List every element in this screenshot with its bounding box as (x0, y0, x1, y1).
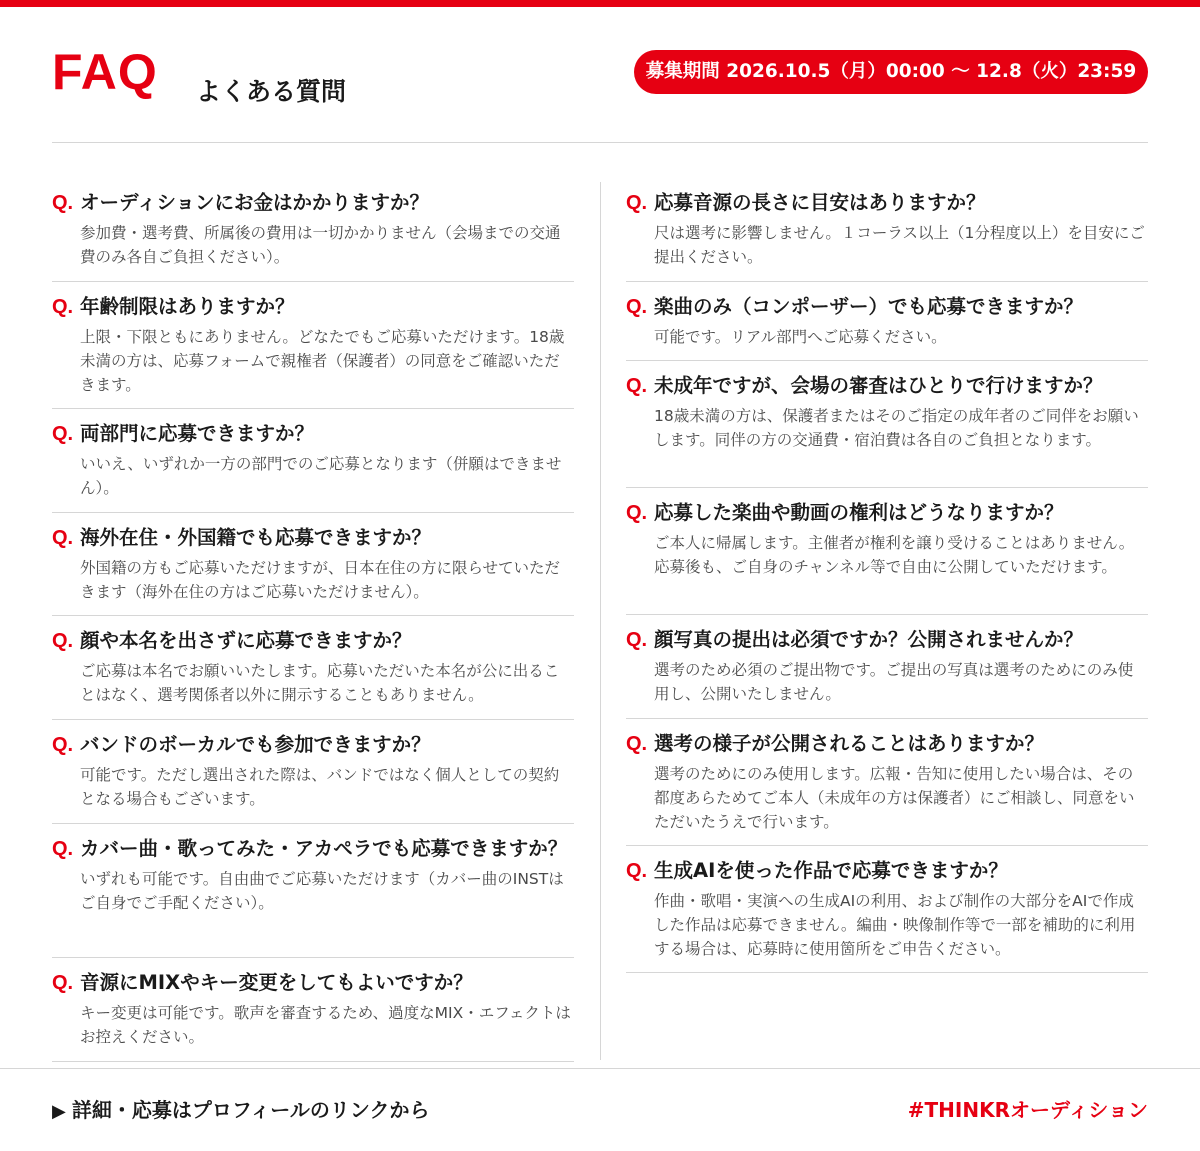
page-subtitle: よくある質問 (196, 77, 347, 106)
faq-item (52, 720, 574, 824)
question-text: 音源にMIXやキー変更をしてもよいですか？ (80, 971, 473, 994)
faq-item (52, 513, 574, 616)
faq-item (626, 615, 1148, 719)
play-triangle-icon: ▶ (52, 1101, 66, 1122)
question (626, 731, 1148, 757)
q-mark: Q. (626, 192, 648, 214)
question-text: 未成年ですが、会場の審査はひとりで行けますか？ (654, 374, 1103, 397)
q-mark: Q. (52, 972, 74, 994)
question (52, 190, 574, 216)
question-text: 両部門に応募できますか？ (80, 422, 315, 445)
question-text: 海外在住・外国籍でも応募できますか？ (80, 526, 432, 549)
answer-text: 可能です。ただし選出された際は、バンドではなく個人としての契約となる場合もございます。 (80, 766, 560, 808)
faq-item (52, 958, 574, 1062)
answer-text: 尺は選考に影響しません。１コーラス以上（1分程度以上）を目安にご提出ください。 (654, 224, 1145, 266)
question-text: バンドのボーカルでも参加できますか？ (80, 733, 431, 756)
question-text: 顔写真の提出は必須ですか？公開されませんか？ (654, 628, 1084, 651)
question (626, 190, 1148, 216)
answer-text: いいえ、いずれか一方の部門でのご応募となります（併願はできません）。 (80, 455, 562, 497)
q-mark: Q. (52, 838, 74, 860)
answer-text: キー変更は可能です。歌声を審査するため、過度なMIX・エフェクトはお控えください。 (80, 1004, 571, 1046)
q-mark: Q. (626, 502, 648, 524)
question-text: 顔や本名を出さずに応募できますか？ (80, 629, 412, 652)
question-text: カバー曲・歌ってみた・アカペラでも応募できますか？ (80, 837, 568, 860)
faq-item (626, 846, 1148, 973)
header-divider (52, 142, 1148, 143)
question-text: 楽曲のみ（コンポーザー）でも応募できますか？ (654, 295, 1084, 318)
application-period-badge: 募集期間 2026.10.5（月）00:00 〜 12.8（火）23:59 (634, 50, 1148, 94)
page-title: FAQ (52, 44, 158, 100)
q-mark: Q. (52, 192, 74, 214)
profile-link-text: 詳細・応募はプロフィールのリンクから (71, 1098, 430, 1122)
question-text: 選考の様子が公開されることはありますか？ (654, 732, 1045, 755)
answer-text: 選考のためにのみ使用します。広報・告知に使用したい場合は、その都度あらためてご本人（未成年の方は保護者）にご相談し、同意をいただいたうえで行います。 (654, 765, 1135, 831)
faq-item (52, 616, 574, 720)
faq-item (52, 409, 574, 513)
faq-column-right (626, 180, 1148, 973)
question (52, 836, 574, 862)
faq-item (52, 824, 574, 958)
question (626, 294, 1148, 320)
answer-text: いずれも可能です。自由曲でご応募いただけます（カバー曲のINSTはご自身でご手配ください）。 (80, 870, 564, 912)
answer-text: ご応募は本名でお願いいたします。応募いただいた本名が公に出ることはなく、選考関係者以外に開示することもありません。 (80, 662, 560, 704)
q-mark: Q. (52, 296, 74, 318)
question-text: 応募した楽曲や動画の権利はどうなりますか？ (654, 501, 1064, 524)
faq-item (52, 282, 574, 409)
answer-text: 外国籍の方もご応募いただけますが、日本在住の方に限らせていただきます（海外在住の方はご応募いただけません）。 (80, 559, 561, 601)
question (52, 732, 574, 758)
answer-text: ご本人に帰属します。主催者が権利を譲り受けることはありません。応募後も、ご自身のチャンネル等で自由に公開していただけます。 (654, 534, 1135, 576)
answer-text: 可能です。リアル部門へご応募ください。 (654, 328, 947, 346)
question-text: オーディションにお金はかかりますか？ (80, 191, 430, 214)
question-text: 生成AIを使った作品で応募できますか？ (654, 859, 1008, 882)
column-divider (600, 182, 601, 1060)
faq-item (626, 282, 1148, 361)
question (52, 628, 574, 654)
question (626, 500, 1148, 526)
question (52, 970, 574, 996)
top-accent-bar (0, 0, 1200, 7)
question (626, 373, 1148, 399)
q-mark: Q. (626, 860, 648, 882)
question (626, 858, 1148, 884)
q-mark: Q. (52, 423, 74, 445)
q-mark: Q. (52, 630, 74, 652)
question (52, 421, 574, 447)
answer-text: 選考のため必須のご提出物です。ご提出の写真は選考のためにのみ使用し、公開いたしません。 (654, 661, 1134, 703)
q-mark: Q. (626, 733, 648, 755)
faq-column-left (52, 180, 574, 1062)
q-mark: Q. (626, 296, 648, 318)
q-mark: Q. (52, 527, 74, 549)
question-text: 応募音源の長さに目安はありますか？ (654, 191, 986, 214)
question-text: 年齢制限はありますか？ (80, 295, 295, 318)
q-mark: Q. (626, 375, 648, 397)
profile-link-cta (52, 1096, 429, 1126)
hashtag: #THINKRオーディション (907, 1098, 1148, 1122)
answer-text: 参加費・選考費、所属後の費用は一切かかりません（会場までの交通費のみ各自ご負担ください）。 (80, 224, 561, 266)
question (626, 627, 1148, 653)
faq-item (52, 180, 574, 282)
q-mark: Q. (52, 734, 74, 756)
faq-item (626, 180, 1148, 282)
faq-item (626, 361, 1148, 488)
q-mark: Q. (626, 629, 648, 651)
faq-item (626, 488, 1148, 615)
answer-text: 上限・下限ともにありません。どなたでもご応募いただけます。18歳未満の方は、応募フォームで親権者（保護者）の同意をご確認いただきます。 (80, 328, 565, 394)
question (52, 294, 574, 320)
footer-divider (0, 1068, 1200, 1069)
answer-text: 作曲・歌唱・実演への生成AIの利用、および制作の大部分をAIで作成した作品は応募できません。編曲・映像制作等で一部を補助的に利用する場合は、応募時に使用箇所をご申告ください。 (654, 892, 1136, 958)
answer-text: 18歳未満の方は、保護者またはそのご指定の成年者のご同伴をお願いします。同伴の方の交通費・宿泊費は各自のご負担となります。 (654, 407, 1139, 449)
question (52, 525, 574, 551)
faq-item (626, 719, 1148, 846)
